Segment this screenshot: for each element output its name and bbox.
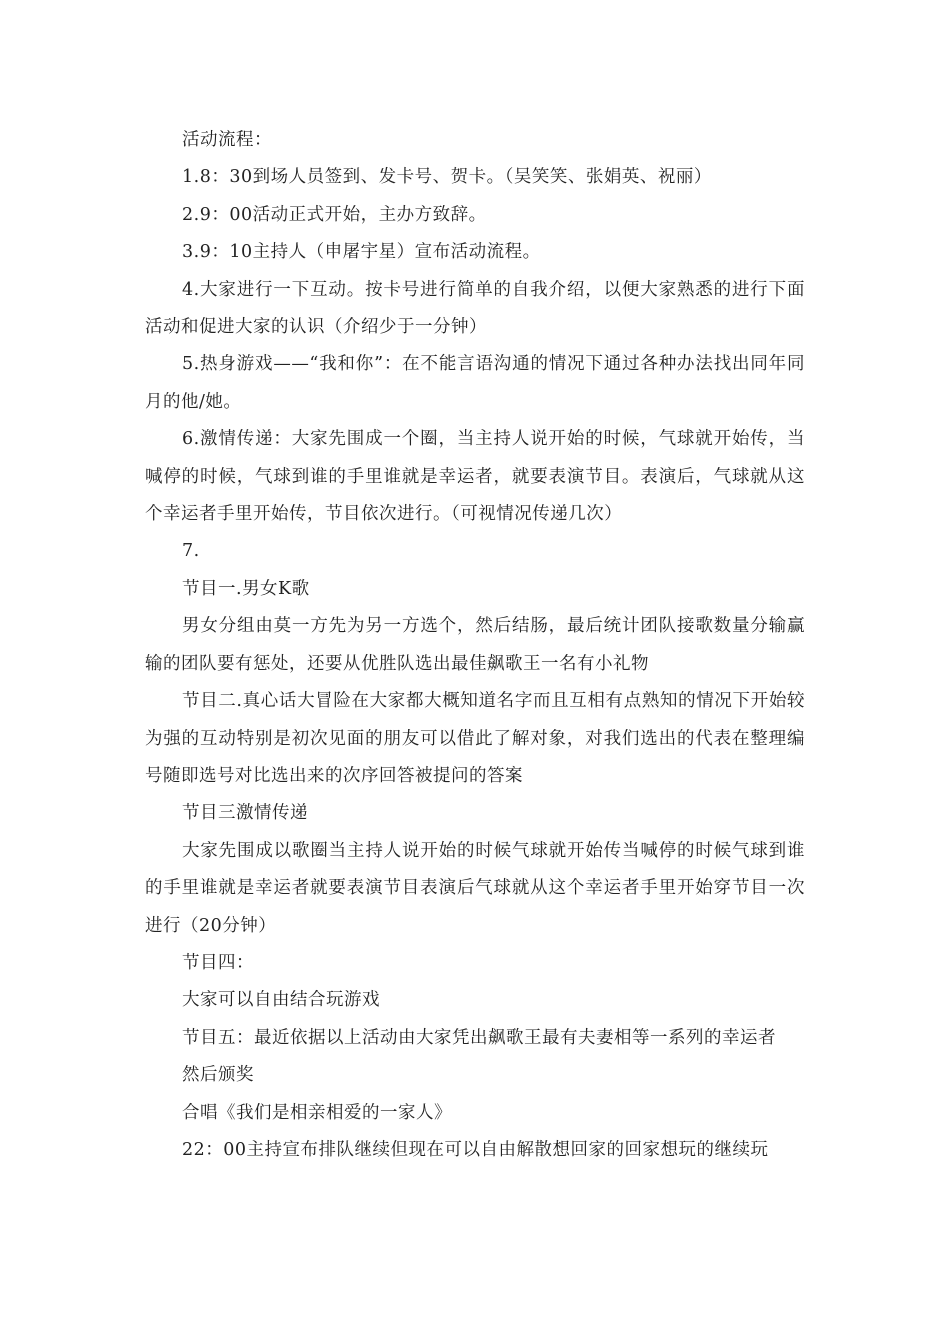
paragraph-program-5: 节目五：最近依据以上活动由大家凭出飙歌王最有夫妻相等一系列的幸运者: [182, 1027, 776, 1048]
paragraph-program-2: 节目二.真心话大冒险在大家都大概知道名字而且互相有点熟知的情况下开始较为强的互动特别是初次见面的朋友可以借此了解对象，对我们选出的代表在整理编号随即选号对比选出来的次序回答被提问的答案: [145, 691, 805, 786]
paragraph-step-7: 7.: [182, 541, 200, 562]
paragraph-process-title: 活动流程：: [182, 130, 272, 150]
paragraph-step-2: 2.9：00活动正式开始，主办方致辞。: [182, 204, 487, 225]
paragraph-program-4-body: 大家可以自由结合玩游戏: [182, 990, 380, 1011]
paragraph-program-1-title: 节目一.男女K歌: [182, 578, 310, 599]
paragraph-chorus: 合唱《我们是相亲相爱的一家人》: [182, 1102, 452, 1123]
document-body: [145, 122, 805, 1169]
paragraph-program-3-title: 节目三激情传递: [182, 803, 308, 824]
paragraph-closing: 22：00主持宣布排队继续但现在可以自由解散想回家的回家想玩的继续玩: [182, 1139, 769, 1160]
paragraph-step-3: 3.9：10主持人（申屠宇星）宣布活动流程。: [182, 242, 541, 263]
paragraph-step-5: 5.热身游戏——“我和你”：在不能言语沟通的情况下通过各种办法找出同年同月的他/她。: [145, 354, 805, 412]
paragraph-awards: 然后颁奖: [182, 1065, 254, 1086]
paragraph-step-1: 1.8：30到场人员签到、发卡号、贺卡。（吴笑笑、张娟英、祝丽）: [182, 167, 712, 188]
paragraph-program-3-body: 大家先围成以歌圈当主持人说开始的时候气球就开始传当喊停的时候气球到谁的手里谁就是幸运者就要表演节目表演后气球就从这个幸运者手里开始穿节目一次进行（20分钟）: [145, 840, 805, 936]
paragraph-step-4: 4.大家进行一下互动。按卡号进行简单的自我介绍，以便大家熟悉的进行下面活动和促进大家的认识（介绍少于一分钟）: [145, 279, 805, 338]
paragraph-program-1-body: 男女分组由莫一方先为另一方选个，然后结肠，最后统计团队接歌数量分输赢输的团队要有惩处，还要从优胜队选出最佳飙歌王一名有小礼物: [145, 616, 805, 674]
paragraph-program-4-title: 节目四：: [182, 952, 254, 973]
paragraph-step-6: 6.激情传递：大家先围成一个圈，当主持人说开始的时候，气球就开始传，当喊停的时候，气球到谁的手里谁就是幸运者，就要表演节目。表演后，气球就从这个幸运者手里开始传，节目依次进行。（可视情况传递几次）: [145, 429, 805, 525]
